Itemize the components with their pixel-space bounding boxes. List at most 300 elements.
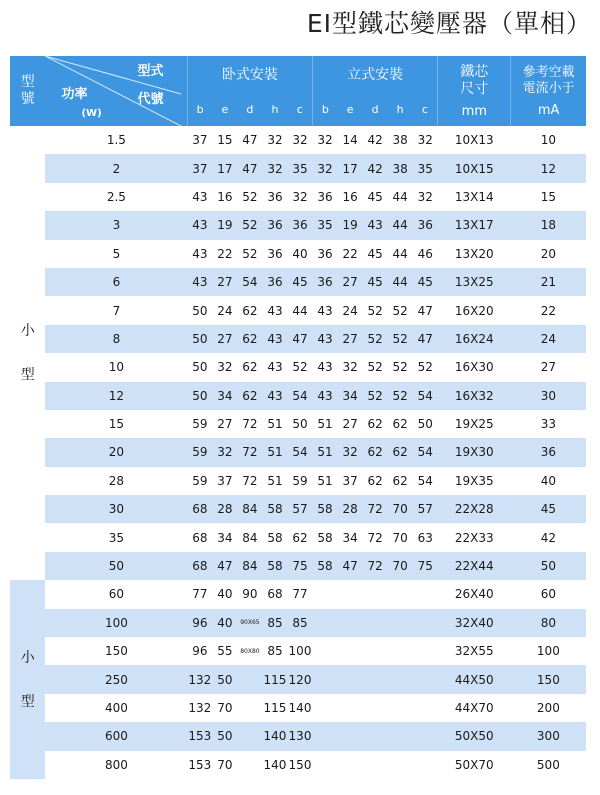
vertical-dim-cell: 58 <box>313 552 338 580</box>
vertical-dim-cell: 32 <box>338 438 363 466</box>
horizontal-dim-cell: 62 <box>237 382 262 410</box>
current-cell: 50 <box>511 552 586 580</box>
dim-header: h <box>388 92 413 126</box>
power-unit-label: (W) <box>81 108 102 119</box>
horizontal-dim-cell: 40 <box>212 609 237 637</box>
vertical-dim-cell <box>413 609 438 637</box>
current-cell: 24 <box>511 325 586 353</box>
corner-header <box>45 56 187 126</box>
vertical-dim-cell <box>363 665 388 693</box>
horizontal-dim-cell: 32 <box>212 438 237 466</box>
current-cell: 80 <box>511 609 586 637</box>
dim-header: h <box>262 92 287 126</box>
vertical-dim-cell <box>338 609 363 637</box>
horizontal-dim-cell: 100 <box>287 637 312 665</box>
vertical-dim-cell: 51 <box>313 410 338 438</box>
vertical-dim-cell <box>388 751 413 779</box>
table-row <box>10 665 586 693</box>
horizontal-dim-cell: 32 <box>212 353 237 381</box>
dim-header: d <box>237 92 262 126</box>
power-label: 功率 <box>61 87 88 102</box>
horizontal-dim-cell: 32 <box>287 126 312 154</box>
code-label: 代號 <box>137 92 164 107</box>
horizontal-dim-cell: 43 <box>187 211 212 239</box>
horizontal-dim-cell: 36 <box>262 268 287 296</box>
vertical-dim-cell <box>313 609 338 637</box>
vertical-dim-cell: 52 <box>388 296 413 324</box>
vertical-dim-cell: 32 <box>313 126 338 154</box>
horizontal-dim-cell: 90 <box>237 580 262 608</box>
horizontal-dim-cell: 62 <box>237 296 262 324</box>
horizontal-dim-cell: 45 <box>287 268 312 296</box>
core-size-cell: 44X70 <box>438 694 511 722</box>
horizontal-dim-cell: 44 <box>287 296 312 324</box>
current-cell: 22 <box>511 296 586 324</box>
core-size-cell: 10X15 <box>438 154 511 182</box>
vertical-dim-cell: 38 <box>388 126 413 154</box>
vertical-dim-cell <box>338 694 363 722</box>
vertical-dim-cell: 42 <box>363 154 388 182</box>
horizontal-dim-cell: 50 <box>212 722 237 750</box>
power-cell: 20 <box>45 438 187 466</box>
vertical-dim-cell: 50 <box>413 410 438 438</box>
vertical-dim-cell: 36 <box>313 268 338 296</box>
horizontal-dim-cell: 54 <box>287 382 312 410</box>
vertical-dim-cell: 54 <box>413 438 438 466</box>
horizontal-dim-cell: 43 <box>262 353 287 381</box>
dim-header: c <box>287 92 312 126</box>
vertical-dim-cell <box>338 751 363 779</box>
current-cell: 21 <box>511 268 586 296</box>
core-size-cell: 22X28 <box>438 495 511 523</box>
horizontal-dim-cell: 72 <box>237 438 262 466</box>
vertical-dim-cell: 17 <box>338 154 363 182</box>
horizontal-dim-cell: 43 <box>262 325 287 353</box>
horizontal-dim-cell: 59 <box>187 438 212 466</box>
horizontal-dim-cell: 51 <box>262 438 287 466</box>
vertical-dim-cell: 52 <box>388 382 413 410</box>
horizontal-dim-cell: 24 <box>212 296 237 324</box>
core-size-header <box>438 56 511 126</box>
vertical-header: 立式安裝 <box>313 56 438 92</box>
horizontal-dim-cell: 55 <box>212 637 237 665</box>
table-row <box>10 523 586 551</box>
horizontal-dim-cell: 140 <box>287 694 312 722</box>
vertical-dim-cell: 36 <box>313 240 338 268</box>
vertical-dim-cell <box>388 722 413 750</box>
core-size-cell: 13X14 <box>438 183 511 211</box>
horizontal-dim-cell: 40 <box>287 240 312 268</box>
vertical-dim-cell: 46 <box>413 240 438 268</box>
vertical-dim-cell: 63 <box>413 523 438 551</box>
power-cell: 15 <box>45 410 187 438</box>
vertical-dim-cell <box>388 580 413 608</box>
horizontal-dim-cell: 50 <box>187 296 212 324</box>
horizontal-dim-cell: 51 <box>262 410 287 438</box>
core-size-cell: 16X32 <box>438 382 511 410</box>
power-cell: 250 <box>45 665 187 693</box>
vertical-dim-cell <box>388 694 413 722</box>
vertical-dim-cell <box>313 722 338 750</box>
horizontal-dim-cell: 43 <box>187 183 212 211</box>
vertical-dim-cell: 34 <box>338 382 363 410</box>
power-cell: 1.5 <box>45 126 187 154</box>
horizontal-dim-cell: 62 <box>237 353 262 381</box>
horizontal-dim-cell: 35 <box>287 154 312 182</box>
horizontal-dim-cell: 130 <box>287 722 312 750</box>
power-cell: 400 <box>45 694 187 722</box>
vertical-dim-cell <box>388 665 413 693</box>
horizontal-dim-cell: 52 <box>237 183 262 211</box>
vertical-dim-cell: 16 <box>338 183 363 211</box>
core-size-cell: 13X25 <box>438 268 511 296</box>
horizontal-dim-cell: 115 <box>262 694 287 722</box>
vertical-dim-cell: 32 <box>413 183 438 211</box>
vertical-dim-cell: 47 <box>413 296 438 324</box>
spec-table <box>10 56 586 779</box>
current-cell: 150 <box>511 665 586 693</box>
horizontal-dim-cell: 36 <box>262 183 287 211</box>
vertical-dim-cell: 70 <box>388 552 413 580</box>
horizontal-dim-cell: 68 <box>187 552 212 580</box>
vertical-dim-cell <box>338 637 363 665</box>
horizontal-dim-cell: 50 <box>187 382 212 410</box>
horizontal-dim-cell: 72 <box>237 467 262 495</box>
vertical-dim-cell: 58 <box>313 523 338 551</box>
horizontal-dim-cell: 37 <box>187 126 212 154</box>
horizontal-dim-cell: 62 <box>237 325 262 353</box>
horizontal-dim-cell: 22 <box>212 240 237 268</box>
horizontal-dim-cell: 140 <box>262 751 287 779</box>
power-cell: 6 <box>45 268 187 296</box>
page-title: EI型鐵芯變壓器（單相） <box>306 9 592 38</box>
horizontal-dim-cell: 70 <box>212 751 237 779</box>
horizontal-dim-cell: 37 <box>187 154 212 182</box>
horizontal-dim-cell: 62 <box>287 523 312 551</box>
vertical-dim-cell <box>413 665 438 693</box>
dim-header: d <box>363 92 388 126</box>
vertical-dim-cell: 38 <box>388 154 413 182</box>
horizontal-dim-cell: 57 <box>287 495 312 523</box>
table-row <box>10 580 586 608</box>
current-cell: 100 <box>511 637 586 665</box>
vertical-dim-cell <box>363 694 388 722</box>
current-cell: 40 <box>511 467 586 495</box>
horizontal-dim-cell: 72 <box>237 410 262 438</box>
table-row <box>10 467 586 495</box>
horizontal-dim-cell: 43 <box>187 268 212 296</box>
table-row <box>10 722 586 750</box>
type-group-label: 小型 <box>20 323 35 384</box>
vertical-dim-cell: 52 <box>413 353 438 381</box>
table-row <box>10 353 586 381</box>
power-cell: 100 <box>45 609 187 637</box>
current-cell: 27 <box>511 353 586 381</box>
table-row <box>10 495 586 523</box>
horizontal-dim-cell: 34 <box>212 523 237 551</box>
vertical-dim-cell: 32 <box>413 126 438 154</box>
horizontal-dim-cell: 132 <box>187 665 212 693</box>
vertical-dim-cell: 44 <box>388 240 413 268</box>
horizontal-dim-cell: 54 <box>287 438 312 466</box>
power-cell: 28 <box>45 467 187 495</box>
vertical-dim-cell: 44 <box>388 183 413 211</box>
table-row <box>10 694 586 722</box>
horizontal-dim-cell: 150 <box>287 751 312 779</box>
horizontal-dim-cell: 58 <box>262 523 287 551</box>
horizontal-dim-cell: 52 <box>237 211 262 239</box>
vertical-dim-cell: 62 <box>363 410 388 438</box>
table-row <box>10 126 586 154</box>
current-cell: 18 <box>511 211 586 239</box>
horizontal-dim-cell: 52 <box>287 353 312 381</box>
style-label: 型式 <box>137 64 164 79</box>
horizontal-dim-cell: 15 <box>212 126 237 154</box>
table-row <box>10 552 586 580</box>
core-size-cell: 13X17 <box>438 211 511 239</box>
horizontal-dim-cell: 90X65 <box>237 609 262 637</box>
horizontal-dim-cell: 85 <box>262 609 287 637</box>
vertical-dim-cell: 52 <box>363 325 388 353</box>
horizontal-dim-cell: 50 <box>287 410 312 438</box>
power-cell: 3 <box>45 211 187 239</box>
vertical-dim-cell: 45 <box>363 268 388 296</box>
horizontal-dim-cell: 132 <box>187 694 212 722</box>
vertical-dim-cell <box>338 580 363 608</box>
horizontal-dim-cell: 59 <box>187 410 212 438</box>
horizontal-dim-cell: 47 <box>212 552 237 580</box>
vertical-dim-cell: 51 <box>313 467 338 495</box>
horizontal-dim-cell: 96 <box>187 609 212 637</box>
vertical-dim-cell: 36 <box>313 183 338 211</box>
horizontal-dim-cell: 68 <box>187 495 212 523</box>
current-cell: 60 <box>511 580 586 608</box>
current-cell: 33 <box>511 410 586 438</box>
core-size-cell: 50X50 <box>438 722 511 750</box>
vertical-dim-cell <box>363 609 388 637</box>
horizontal-dim-cell: 52 <box>237 240 262 268</box>
current-cell: 10 <box>511 126 586 154</box>
core-size-cell: 22X33 <box>438 523 511 551</box>
core-size-cell: 32X40 <box>438 609 511 637</box>
power-cell: 30 <box>45 495 187 523</box>
power-cell: 150 <box>45 637 187 665</box>
vertical-dim-cell <box>413 694 438 722</box>
vertical-dim-cell <box>413 637 438 665</box>
table-row <box>10 751 586 779</box>
core-size-cell: 19X30 <box>438 438 511 466</box>
horizontal-dim-cell: 16 <box>212 183 237 211</box>
horizontal-dim-cell: 47 <box>287 325 312 353</box>
horizontal-dim-cell: 34 <box>212 382 237 410</box>
horizontal-dim-cell <box>237 665 262 693</box>
horizontal-dim-cell: 36 <box>262 211 287 239</box>
current-cell: 200 <box>511 694 586 722</box>
core-size-cell: 19X25 <box>438 410 511 438</box>
vertical-dim-cell: 43 <box>363 211 388 239</box>
core-size-cell: 16X20 <box>438 296 511 324</box>
vertical-dim-cell: 52 <box>363 296 388 324</box>
vertical-dim-cell: 57 <box>413 495 438 523</box>
table-row <box>10 410 586 438</box>
type-group-cell <box>10 126 45 580</box>
vertical-dim-cell: 43 <box>313 296 338 324</box>
vertical-dim-cell: 28 <box>338 495 363 523</box>
current-cell: 42 <box>511 523 586 551</box>
power-cell: 35 <box>45 523 187 551</box>
current-unit: mA <box>537 102 560 118</box>
vertical-dim-cell: 32 <box>338 353 363 381</box>
horizontal-dim-cell: 96 <box>187 637 212 665</box>
vertical-dim-cell <box>388 637 413 665</box>
current-cell: 36 <box>511 438 586 466</box>
vertical-dim-cell: 45 <box>363 183 388 211</box>
vertical-dim-cell: 70 <box>388 523 413 551</box>
current-label: 參考空載電流小于 <box>522 64 575 96</box>
horizontal-dim-cell: 50 <box>212 665 237 693</box>
horizontal-dim-cell: 36 <box>287 211 312 239</box>
horizontal-dim-cell: 84 <box>237 523 262 551</box>
vertical-dim-cell: 52 <box>363 353 388 381</box>
vertical-dim-cell <box>313 580 338 608</box>
core-size-cell: 16X30 <box>438 353 511 381</box>
horizontal-dim-cell: 50 <box>187 325 212 353</box>
horizontal-dim-cell: 43 <box>262 382 287 410</box>
vertical-dim-cell: 43 <box>313 325 338 353</box>
horizontal-dim-cell <box>237 722 262 750</box>
horizontal-dim-cell: 85 <box>262 637 287 665</box>
current-cell: 15 <box>511 183 586 211</box>
vertical-dim-cell: 43 <box>313 382 338 410</box>
horizontal-dim-cell: 47 <box>237 126 262 154</box>
core-size-cell: 44X50 <box>438 665 511 693</box>
vertical-dim-cell: 72 <box>363 552 388 580</box>
vertical-dim-cell: 52 <box>388 353 413 381</box>
table-row <box>10 296 586 324</box>
vertical-dim-cell: 32 <box>313 154 338 182</box>
vertical-dim-cell <box>363 580 388 608</box>
horizontal-dim-cell: 120 <box>287 665 312 693</box>
horizontal-dim-cell: 32 <box>262 154 287 182</box>
horizontal-dim-cell: 37 <box>212 467 237 495</box>
power-cell: 600 <box>45 722 187 750</box>
horizontal-dim-cell: 47 <box>237 154 262 182</box>
vertical-dim-cell: 54 <box>413 382 438 410</box>
table-row <box>10 637 586 665</box>
power-cell: 12 <box>45 382 187 410</box>
horizontal-dim-cell: 68 <box>187 523 212 551</box>
horizontal-dim-cell: 77 <box>287 580 312 608</box>
vertical-dim-cell: 62 <box>388 467 413 495</box>
horizontal-dim-cell: 28 <box>212 495 237 523</box>
type-header-label: 型號 <box>20 74 35 107</box>
vertical-dim-cell: 43 <box>313 353 338 381</box>
horizontal-dim-cell: 50 <box>187 353 212 381</box>
dim-header: b <box>187 92 212 126</box>
vertical-dim-cell: 70 <box>388 495 413 523</box>
horizontal-dim-cell: 59 <box>287 467 312 495</box>
vertical-dim-cell: 72 <box>363 523 388 551</box>
dim-header: b <box>313 92 338 126</box>
vertical-dim-cell <box>363 637 388 665</box>
vertical-dim-cell: 34 <box>338 523 363 551</box>
horizontal-dim-cell: 59 <box>187 467 212 495</box>
horizontal-dim-cell: 40 <box>212 580 237 608</box>
current-cell: 30 <box>511 382 586 410</box>
vertical-dim-cell: 37 <box>338 467 363 495</box>
table-row <box>10 211 586 239</box>
horizontal-dim-cell: 32 <box>262 126 287 154</box>
type-group-label: 小型 <box>20 649 35 710</box>
horizontal-dim-cell: 19 <box>212 211 237 239</box>
horizontal-dim-cell: 27 <box>212 325 237 353</box>
vertical-dim-cell: 52 <box>388 325 413 353</box>
power-cell: 800 <box>45 751 187 779</box>
core-size-cell: 26X40 <box>438 580 511 608</box>
core-size-unit: mm <box>461 103 487 119</box>
vertical-dim-cell <box>413 580 438 608</box>
vertical-dim-cell: 27 <box>338 410 363 438</box>
power-cell: 10 <box>45 353 187 381</box>
horizontal-dim-cell: 70 <box>212 694 237 722</box>
power-cell: 7 <box>45 296 187 324</box>
vertical-dim-cell: 19 <box>338 211 363 239</box>
horizontal-dim-cell: 68 <box>262 580 287 608</box>
vertical-dim-cell: 58 <box>313 495 338 523</box>
horizontal-dim-cell: 75 <box>287 552 312 580</box>
power-cell: 50 <box>45 552 187 580</box>
dim-header: c <box>413 92 438 126</box>
vertical-dim-cell: 27 <box>338 268 363 296</box>
power-cell: 8 <box>45 325 187 353</box>
table-row <box>10 609 586 637</box>
core-size-cell: 22X44 <box>438 552 511 580</box>
table-row <box>10 438 586 466</box>
horizontal-dim-cell: 32 <box>287 183 312 211</box>
horizontal-dim-cell <box>237 751 262 779</box>
vertical-dim-cell: 62 <box>363 438 388 466</box>
horizontal-dim-cell: 54 <box>237 268 262 296</box>
horizontal-header: 卧式安裝 <box>187 56 312 92</box>
power-cell: 2.5 <box>45 183 187 211</box>
vertical-dim-cell: 54 <box>413 467 438 495</box>
horizontal-dim-cell: 84 <box>237 552 262 580</box>
power-cell: 2 <box>45 154 187 182</box>
horizontal-dim-cell: 85 <box>287 609 312 637</box>
current-cell: 45 <box>511 495 586 523</box>
vertical-dim-cell: 47 <box>413 325 438 353</box>
vertical-dim-cell <box>413 751 438 779</box>
horizontal-dim-cell: 153 <box>187 722 212 750</box>
current-cell: 12 <box>511 154 586 182</box>
horizontal-dim-cell: 43 <box>262 296 287 324</box>
horizontal-dim-cell: 58 <box>262 495 287 523</box>
vertical-dim-cell <box>313 751 338 779</box>
vertical-dim-cell: 14 <box>338 126 363 154</box>
horizontal-dim-cell: 115 <box>262 665 287 693</box>
horizontal-dim-cell: 36 <box>262 240 287 268</box>
horizontal-dim-cell: 51 <box>262 467 287 495</box>
horizontal-dim-cell: 27 <box>212 410 237 438</box>
horizontal-dim-cell: 27 <box>212 268 237 296</box>
table-row <box>10 325 586 353</box>
vertical-dim-cell <box>338 722 363 750</box>
current-cell: 20 <box>511 240 586 268</box>
vertical-dim-cell: 45 <box>413 268 438 296</box>
vertical-dim-cell: 52 <box>363 382 388 410</box>
dim-header: e <box>212 92 237 126</box>
vertical-dim-cell <box>313 637 338 665</box>
